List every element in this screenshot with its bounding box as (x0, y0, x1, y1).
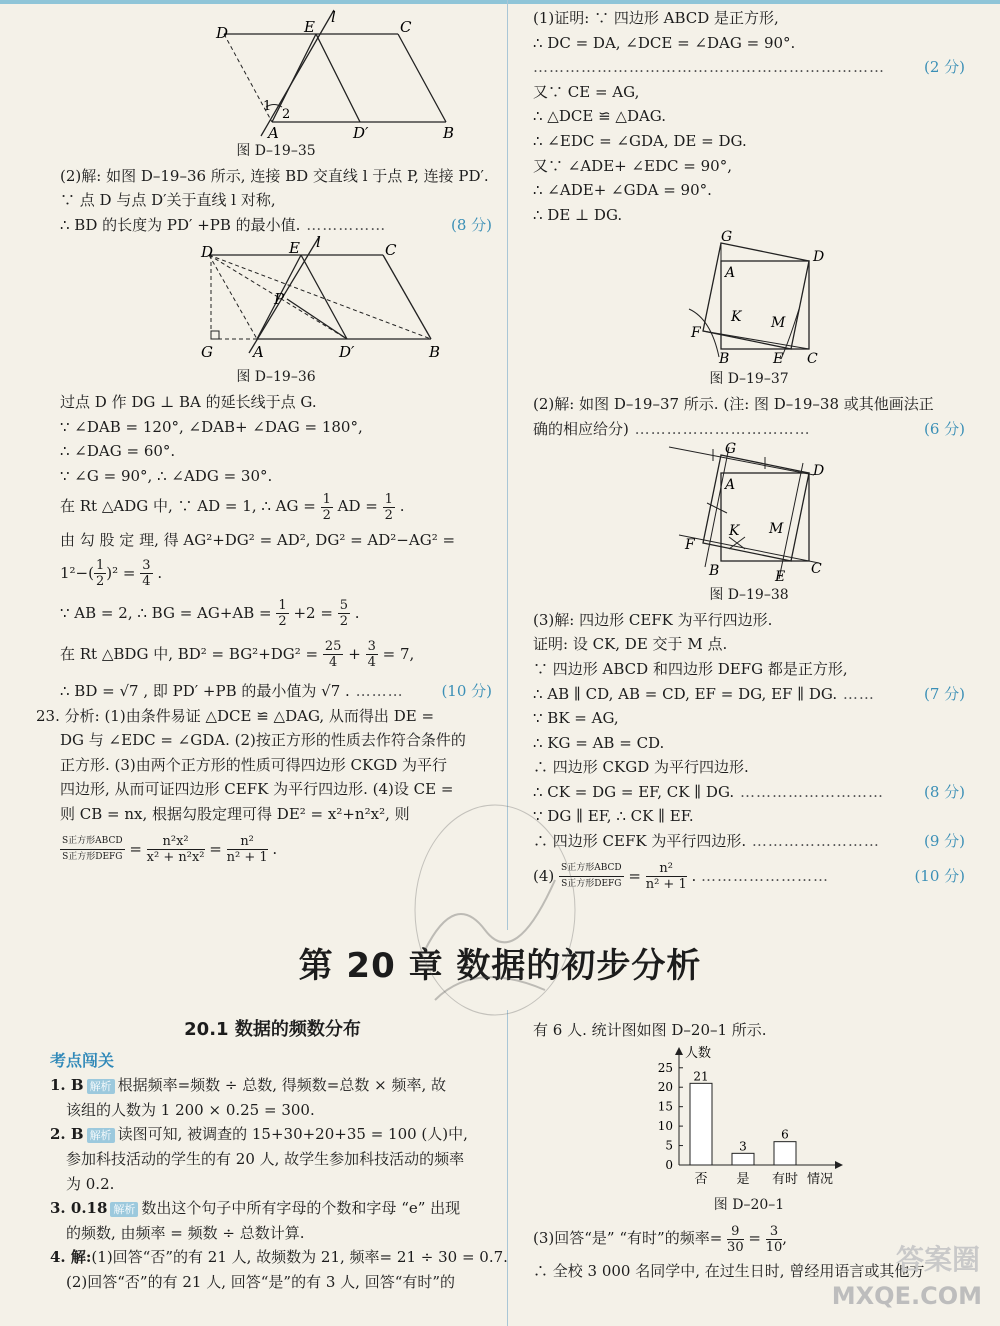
text-line-score: ∴ BD = √7 , 即 PD′ +PB 的最小值为 √7 . ……… (10 分) (60, 679, 492, 704)
text-line: 由 勾 股 定 理, 得 AG²+DG² = AD², DG² = AD²−AG² = (60, 531, 456, 550)
text-line: (3)解: 四边形 CEFK 为平行四边形. (533, 610, 773, 629)
y-tick-label: 10 (657, 1118, 673, 1133)
caption-d-19-38: 图 D–19–38 (709, 587, 789, 604)
text-line: 又∵ CE = AG, (533, 82, 640, 101)
ratio-formula: $\frac{\text{S正方形ABCD}}{\text{S正方形DEFG}}$ = $\frac{\text{n²x²}}{\text{x² + n²x²}}$ = $\frac{\text{n²}}{\text{n² + 1}}$ . (62, 834, 278, 865)
text-line: (2)解: 如图 D–19–36 所示, 连接 BD 交直线 l 于点 P, 连接 PD′. (60, 166, 489, 185)
label-A: A (253, 343, 264, 362)
score: (10 分) (441, 681, 492, 700)
data-label: 3 (739, 1138, 747, 1153)
text-line-score: ∴ CK = DG = EF, CK ∥ DG. ……………………… (8 分) (533, 780, 965, 805)
figure-d-19-35 (126, 8, 455, 142)
column-divider (507, 0, 508, 930)
ratio-formula: (4) $\frac{\text{S正方形ABCD}}{\text{S正方形DEFG}}$ = $\frac{\text{n²}}{\text{n² + 1}}$ . …………………… (10 分) (533, 854, 965, 898)
fraction: $\frac{5}{2}$ (339, 598, 348, 630)
text-line: 正方形. (3)由两个正方形的性质可得四边形 CKGD 为平行 (60, 755, 448, 774)
y-tick-label: 5 (665, 1138, 673, 1153)
text-line-score: ………………………………………………………… (2 分) (533, 55, 965, 80)
label-G: G (721, 229, 733, 246)
text-line: ∴ ∠ADE+ ∠GDA = 90°. (533, 181, 712, 200)
label-G: G (725, 441, 737, 458)
text-line: 又∵ ∠ADE+ ∠EDC = 90°, (533, 156, 732, 175)
fraction: $\frac{3}{4}$ (367, 639, 376, 671)
y-tick-label: 0 (665, 1157, 673, 1172)
label-l: l (316, 233, 321, 252)
chart-caption: 图 D–20–1 (713, 1196, 785, 1213)
answer-line: 参加科技活动的学生的有 20 人, 故学生参加科技活动的频率 (66, 1149, 465, 1168)
label-E: E (289, 239, 300, 258)
text-line: 四边形, 从而可证四边形 CEFK 为平行四边形. (4)设 CE = (60, 780, 454, 799)
answer-line: 3. 0.18 解析 数出这个句子中所有字母的个数和字母 “e” 出现 (50, 1199, 461, 1218)
watermark-logo: 答案圈 (895, 1243, 980, 1276)
label-P: P (274, 290, 285, 309)
fraction: $\frac{25}{4}$ (324, 639, 342, 671)
text-line: ∴ 四边形 CKGD 为平行四边形. (533, 758, 749, 777)
label-D: D (813, 249, 825, 266)
text-line: 证明: 设 CK, DE 交于 M 点. (533, 635, 728, 654)
text-line: 过点 D 作 DG ⊥ BA 的延长线于点 G. (60, 392, 317, 411)
fraction: $\frac{1}{2}$ (384, 491, 393, 523)
analysis-tag: 解析 (87, 1128, 115, 1143)
score: (2 分) (923, 58, 965, 77)
chapter-title: 第 20 章 数据的初步分析 (298, 946, 702, 986)
bar (690, 1083, 712, 1165)
left-column (36, 0, 492, 871)
fraction: $\frac{1}{2}$ (95, 558, 105, 590)
label-K: K (731, 309, 742, 326)
fraction: $\frac{3}{4}$ (142, 558, 151, 590)
figure-d-19-37 (649, 231, 849, 367)
label-K: K (729, 523, 740, 540)
label-A: A (725, 265, 736, 282)
label-Dp: D′ (339, 343, 355, 362)
text-line-fraction: (3)回答“是” “有时”的频率= $\frac{9}{30}$ = $\frac{3}{10}$ , (533, 1223, 788, 1255)
text-line: ∵ ∠DAB = 120°, ∠DAB+ ∠DAG = 180°, (60, 417, 363, 436)
text-line: ∴ KG = AB = CD. (533, 733, 665, 752)
label-l: l (331, 8, 336, 26)
fraction: $\frac{1}{2}$ (322, 491, 331, 523)
kaodian-heading: 考点闯关 (50, 1050, 115, 1070)
answer-line: 2. B 解析 读图可知, 被调查的 15+30+20+35 = 100 (人)中, (50, 1125, 468, 1144)
answer-line: 4. 解:(1)回答“否”的有 21 人, 故频数为 21, 频率= 21 ÷ 30 = 0.7. (50, 1248, 508, 1267)
text-line: ∴ △DCE ≌ △DAG. (533, 107, 667, 126)
text-line: ∴ DE ⊥ DG. (533, 205, 623, 224)
text-line: ∵ DG ∥ EF, ∴ CK ∥ EF. (533, 807, 694, 826)
text-line: ∵ ∠G = 90°, ∴ ∠ADG = 30°. (60, 466, 273, 485)
x-axis-arrow (835, 1161, 843, 1169)
label-F: F (691, 325, 701, 342)
text-line: ∵ 四边形 ABCD 和四边形 DEFG 都是正方形, (533, 659, 848, 678)
label-C: C (807, 351, 818, 368)
y-tick-label: 15 (657, 1099, 673, 1114)
text-line-fraction: 在 Rt △BDG 中, BD² = BG²+DG² = $\frac{25}{4}$ + $\frac{3}{4}$ = 7, (60, 639, 415, 671)
score: (9 分) (923, 832, 965, 851)
text-line: 则 CB = nx, 根据勾股定理可得 DE² = x²+n²x², 则 (60, 804, 410, 823)
label-D: D (201, 243, 214, 262)
y-axis-arrow (675, 1047, 683, 1055)
column-divider-bottom (507, 1010, 508, 1326)
text-line-score: 确的相应给分) …………………………… (6 分) (533, 417, 965, 442)
bar (774, 1141, 796, 1164)
label-F: F (685, 537, 695, 554)
answer-line: 该组的人数为 1 200 × 0.25 = 300. (66, 1100, 315, 1119)
answer-line: 为 0.2. (66, 1174, 115, 1193)
text-line-fraction: 在 Rt △ADG 中, ∵ AD = 1, ∴ AG = $\frac{1}{2}$ AD = $\frac{1}{2}$ . (60, 491, 405, 523)
score: (10 分) (914, 866, 965, 885)
y-tick-label: 25 (657, 1060, 673, 1075)
label-E: E (304, 18, 315, 36)
label-C: C (811, 561, 822, 578)
label-A: A (725, 477, 736, 494)
score: (7 分) (923, 684, 965, 703)
text-line-score: ∴ 四边形 CEFK 为平行四边形. …………………… (9 分) (533, 829, 965, 854)
fraction: $\frac{1}{2}$ (278, 598, 287, 630)
bottom-left-column (50, 1018, 508, 1295)
text-line: DG 与 ∠EDC = ∠GDA. (2)按正方形的性质去作符合条件的 (60, 731, 466, 750)
text-line: 23. 分析: (1)由条件易证 △DCE ≌ △DAG, 从而得出 DE = (36, 706, 435, 725)
angle-2: 2 (282, 107, 291, 122)
label-D: D (813, 463, 825, 480)
score: (8 分) (450, 215, 492, 234)
x-tick-label: 是 (736, 1171, 750, 1187)
text-line: ∴ ∠DAG = 60°. (60, 442, 176, 461)
label-Dp: D′ (353, 124, 369, 142)
answer-line: 1. B 解析 根据频率=频数 ÷ 总数, 得频数=总数 × 频率, 故 (50, 1076, 446, 1095)
text-line: ∴ DC = DA, ∠DCE = ∠DAG = 90°. (533, 33, 796, 52)
text-line: ∵ 点 D 与点 D′关于直线 l 对称, (60, 191, 276, 210)
answer-line: (2)回答“否”的有 21 人, 回答“是”的有 3 人, 回答“有时”的 (66, 1272, 456, 1291)
corner-watermark (790, 1230, 990, 1326)
watermark-url: MXQE.COM (831, 1282, 982, 1310)
bar-chart (639, 1043, 859, 1193)
caption-d-19-37: 图 D–19–37 (709, 371, 789, 388)
section-title: 20.1 数据的频数分布 (184, 1019, 361, 1040)
text-line: (2)解: 如图 D–19–37 所示. (注: 图 D–19–38 或其他画法正 (533, 394, 934, 413)
text-line-score: ∴ BD 的长度为 PD′ +PB 的最小值. …………… (8 分) (60, 213, 492, 238)
text-line: ∴ 全校 3 000 名同学中, 在过生日时, 曾经用语言或其他方 (533, 1262, 925, 1281)
data-label: 6 (781, 1127, 789, 1142)
text-line: (1)证明: ∵ 四边形 ABCD 是正方形, (533, 9, 779, 27)
text-line: ∴ ∠EDC = ∠GDA, DE = DG. (533, 131, 747, 150)
label-E: E (775, 569, 786, 586)
figure-d-19-38 (649, 441, 849, 586)
label-D: D (216, 24, 229, 42)
text-line: ∵ BK = AG, (533, 709, 619, 728)
label-B: B (429, 343, 441, 362)
label-M: M (769, 521, 784, 538)
angle-1: 1 (263, 99, 272, 114)
label-C: C (385, 241, 397, 260)
right-column (533, 6, 965, 898)
text-line: 有 6 人. 统计图如图 D–20–1 所示. (533, 1021, 767, 1039)
answer-line: 的频数, 由频率 = 频数 ÷ 总数计算. (66, 1223, 305, 1242)
label-A: A (268, 124, 279, 142)
x-tick-label: 有时 (771, 1171, 799, 1187)
label-E: E (773, 351, 784, 368)
label-B: B (709, 563, 720, 580)
x-axis-label: 情况 (807, 1171, 834, 1187)
figure-d-19-36 (111, 233, 441, 365)
data-label: 21 (693, 1068, 709, 1083)
y-tick-label: 20 (657, 1079, 673, 1094)
caption-d-19-35: 图 D–19–35 (236, 143, 316, 159)
analysis-tag: 解析 (110, 1202, 138, 1217)
text-line-score: ∴ AB ∥ CD, AB = CD, EF = DG, EF ∥ DG. …… (7 分) (533, 682, 965, 707)
label-C: C (400, 18, 412, 36)
y-axis-label: 人数 (685, 1045, 712, 1061)
score: (6 分) (923, 419, 965, 438)
label-M: M (771, 315, 786, 332)
bar (732, 1153, 754, 1165)
text-line-fraction: ∵ AB = 2, ∴ BG = AG+AB = $\frac{1}{2}$ +2 = $\frac{5}{2}$ . (60, 598, 360, 630)
analysis-tag: 解析 (87, 1079, 115, 1094)
label-B: B (719, 351, 730, 368)
label-B: B (443, 124, 455, 142)
text-line-fraction: 1²−( $\frac{1}{2}$ )² = $\frac{3}{4}$ . (60, 558, 163, 590)
score: (8 分) (923, 782, 965, 801)
caption-d-19-36: 图 D–19–36 (236, 369, 316, 386)
x-tick-label: 否 (694, 1171, 708, 1187)
label-G: G (201, 343, 213, 362)
